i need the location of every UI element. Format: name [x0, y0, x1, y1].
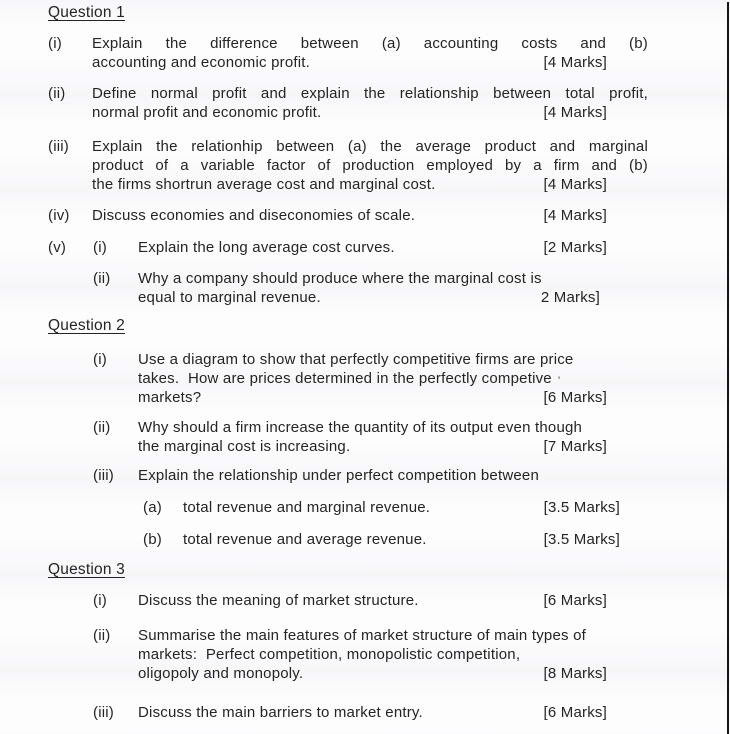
question-item	[93, 350, 730, 407]
marks-label: [4 Marks]	[543, 54, 607, 71]
item-text	[183, 530, 563, 549]
item-text-line: Explain the relationship under perfect competition between	[138, 467, 540, 484]
item-marker: (iii)	[93, 467, 114, 484]
marks-label: 2 Marks]	[540, 289, 600, 306]
marks-label: [6 Marks]	[543, 592, 607, 609]
question-heading: Question 1	[48, 4, 125, 21]
question-subitem	[143, 530, 730, 549]
marks-label: [6 Marks]	[543, 704, 607, 721]
item-marker: (iii)	[93, 704, 114, 721]
item-marker: (i)	[93, 351, 107, 368]
item-text-line: Define normal profit and explain the relationship between total profit,	[92, 85, 648, 102]
item-marker: (ii)	[48, 85, 66, 102]
item-text-line: total revenue and average revenue.	[183, 531, 427, 548]
marks-label: [7 Marks]	[543, 438, 607, 455]
marks-label: [3.5 Marks]	[543, 499, 620, 516]
item-text-line: equal to marginal revenue.	[138, 289, 321, 306]
question-item	[93, 626, 730, 683]
item-text-line: Explain the relationhip between (a) the average product and marginal	[92, 138, 648, 155]
marks-label: [6 Marks]	[543, 389, 607, 406]
question-item	[48, 238, 730, 257]
item-text-line: Discuss the main barriers to market entry.	[138, 704, 423, 721]
question-item	[93, 703, 730, 722]
item-marker: (b)	[143, 531, 162, 548]
item-submarker: (i)	[93, 239, 107, 256]
item-text-line: Summarise the main features of market structure of main types of	[138, 627, 586, 644]
question-item	[93, 466, 730, 485]
item-text	[138, 466, 653, 485]
item-text-line: product of a variable factor of production employed by a firm and (b)	[92, 157, 648, 174]
question-item	[48, 206, 730, 225]
item-text-line: accounting and economic profit.	[92, 54, 310, 71]
question-item	[48, 34, 730, 72]
scan-page-edge-line	[727, 2, 729, 734]
question-item	[93, 418, 730, 456]
marks-label: [4 Marks]	[543, 104, 607, 121]
marks-label: [8 Marks]	[543, 665, 607, 682]
item-text	[138, 238, 518, 257]
item-text-line: Use a diagram to show that perfectly competitive firms are price	[138, 351, 574, 368]
item-marker: (i)	[48, 35, 62, 52]
question-item	[93, 269, 730, 307]
item-text-line: the firms shortrun average cost and marginal cost.	[92, 176, 436, 193]
item-marker: (v)	[48, 239, 67, 256]
item-text-line: total revenue and marginal revenue.	[183, 499, 431, 516]
question-heading: Question 3	[48, 561, 125, 578]
item-text-line: Why should a firm increase the quantity of its output even though	[138, 419, 583, 436]
question-item	[48, 84, 730, 122]
marks-label: [4 Marks]	[543, 176, 607, 193]
marks-label: [2 Marks]	[543, 239, 607, 256]
question-heading: Question 2	[48, 317, 125, 334]
item-text-line: markets?	[138, 389, 202, 406]
item-text-line: Explain the long average cost curves.	[138, 239, 395, 256]
item-marker: (ii)	[93, 627, 111, 644]
item-marker: (ii)	[93, 270, 111, 287]
item-text-line: normal profit and economic profit.	[92, 104, 322, 121]
item-text-line: Explain the difference between (a) accounting costs and (b)	[92, 35, 648, 52]
item-marker: (iii)	[48, 138, 69, 155]
scan-stray-mark: '	[558, 375, 561, 387]
item-text	[183, 498, 563, 517]
item-marker: (ii)	[93, 419, 111, 436]
item-text-line: oligopoly and monopoly.	[138, 665, 304, 682]
item-text-line: markets: Perfect competition, monopolistic competition,	[138, 646, 521, 663]
question-item	[93, 591, 730, 610]
question-subitem	[143, 498, 730, 517]
item-text-line: the marginal cost is increasing.	[138, 438, 351, 455]
item-text-line: Why a company should produce where the marginal cost is	[138, 270, 542, 287]
item-text-line: takes. How are prices determined in the perfectly competive	[138, 370, 552, 387]
marks-label: [4 Marks]	[543, 207, 607, 224]
item-marker: (i)	[93, 592, 107, 609]
item-marker: (a)	[143, 499, 162, 516]
question-item	[48, 137, 730, 194]
item-marker: (iv)	[48, 207, 70, 224]
item-text-line: Discuss economies and diseconomies of scale.	[92, 207, 416, 224]
item-text-line: Discuss the meaning of market structure.	[138, 592, 419, 609]
marks-label: [3.5 Marks]	[543, 531, 620, 548]
